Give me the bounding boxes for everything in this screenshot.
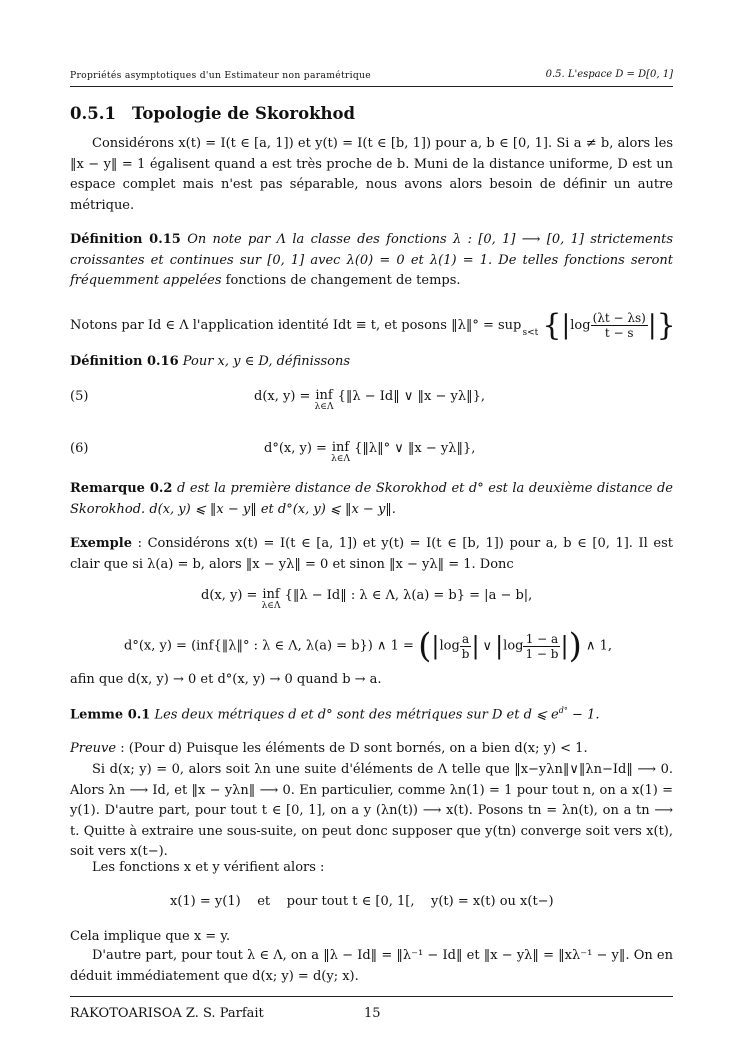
equation-number-5: (5)	[70, 389, 89, 404]
definition-text: On note par Λ la classe des fonctions λ : [0, 1] ⟶ [0, 1] strictements croissantes et continues sur [0, 1] avec λ(0) = 0 et λ(1) = 1. De telles fonctions seront fréquemment appelées	[70, 232, 673, 289]
footer-author: RAKOTOARISOA Z. S. Parfait	[70, 1006, 264, 1021]
eq-tail: ∧ 1,	[585, 638, 613, 654]
cela-line: Cela implique que x = y.	[70, 929, 231, 944]
footer-rule	[70, 996, 673, 997]
equation-d-example	[201, 588, 532, 611]
definition-text: Pour x, y ∈ D, définissons	[182, 354, 351, 369]
example-label: Exemple	[70, 536, 132, 551]
fraction-a-b: $\frac{a}{b}$	[461, 631, 470, 661]
definition-label: Définition 0.15	[70, 232, 181, 247]
eq-lhs: d(x, y) =	[201, 588, 258, 603]
notons-text: Notons par Id ∈ Λ l'application identité Idt ≡ t, et posons ‖λ‖° = sup	[70, 318, 522, 333]
definition-0-15	[70, 230, 673, 292]
log-label: log	[439, 638, 460, 654]
paren-right: )	[568, 626, 582, 666]
abs-bar: |	[471, 632, 480, 660]
example-text: : Considérons x(t) = I(t ∈ [a, 1]) et y(t) = I(t ∈ [b, 1]) pour a, b ∈ [0, 1]. Il est clair que si λ(a) = b, alors ‖x − yλ‖ = 0 et sinon ‖x − yλ‖ = 1. Donc	[70, 536, 673, 572]
proof-functions-line: Les fonctions x et y vérifient alors :	[92, 860, 325, 875]
eq-operator: inf λ∈Λ	[314, 388, 334, 412]
equation-x-y: x(1) = y(1) et pour tout t ∈ [0, 1[, y(t) = x(t) ou x(t−)	[170, 894, 554, 909]
log-label: log	[570, 318, 591, 333]
abs-bar: |	[560, 632, 569, 660]
remarque-0-2	[70, 479, 673, 520]
proof-paragraph-2: Si d(x; y) = 0, alors soit λn une suite d'éléments de Λ telle que ‖x−yλn‖∨‖λn−Id‖ ⟶ 0. Alors λn ⟶ Id, et ‖x − yλn‖ ⟶ 0. En particulier, comme λn(1) = 1 pour tout n, on a x(1) = y(1). D'autre part, pour tout t ∈ [0, 1], on a y (λn(t)) ⟶ x(t). Posons tn = λn(t), on a tn ⟶ t. Quitte à extraire une sous-suite, on peut donc supposer que y(tn) converge soit vers x(t), soit vers x(t−).	[70, 762, 673, 860]
proof-label: Preuve	[70, 741, 117, 756]
sup-fraction: $\frac{(\lambda t - \lambda s)}{t - s}$	[592, 311, 646, 340]
eq-rhs: {‖λ‖° ∨ ‖x − yλ‖},	[354, 441, 476, 456]
brace-left: {	[542, 308, 562, 343]
equation-5	[254, 389, 485, 412]
sup-subscript: s<t	[522, 327, 539, 338]
proof-line-1: : (Pour d) Puisque les éléments de D sont bornés, on a bien d(x; y) < 1.	[120, 741, 588, 756]
definition-label: Définition 0.16	[70, 354, 179, 369]
abs-bar: |	[431, 632, 440, 660]
section-number: 0.5.1	[70, 104, 116, 123]
running-header-title: Propriétés asymptotiques d'un Estimateur non paramétrique	[70, 70, 372, 81]
eq-operator: inf λ∈Λ	[331, 440, 350, 464]
afin-line: afin que d(x, y) → 0 et d°(x, y) → 0 quand b → a.	[70, 672, 382, 687]
lemma-tail: − 1.	[567, 707, 600, 723]
definition-0-16	[70, 354, 673, 369]
header-rule	[70, 86, 673, 87]
definition-term: fonctions de changement de temps.	[225, 273, 461, 289]
lemme-0-1	[70, 706, 673, 722]
lemma-exponent: d°	[558, 706, 568, 715]
remark-label: Remarque 0.2	[70, 481, 173, 496]
eq-operator: inf λ∈Λ	[261, 587, 281, 611]
eq-rhs: {‖λ − Id‖ : λ ∈ Λ, λ(a) = b} = |a − b|,	[284, 588, 533, 603]
notons-line	[70, 308, 676, 343]
abs-bar-right: |	[647, 310, 657, 341]
paren-left: (	[418, 626, 432, 666]
fraction-1a-1b: $\frac{1 - a}{1 - b}$	[525, 631, 559, 661]
equation-d0-example	[124, 626, 612, 666]
lemma-label: Lemme 0.1	[70, 707, 151, 723]
remark-line-2: de Skorokhod. d(x, y) ⩽ ‖x − y‖ et d°(x, y) ⩽ ‖x − y‖.	[70, 481, 673, 517]
eq-lhs: d(x, y) =	[254, 389, 311, 404]
section-title: Topologie de Skorokhod	[132, 104, 356, 123]
abs-bar: |	[495, 632, 504, 660]
eq-lhs: d°(x, y) = (inf{‖λ‖° : λ ∈ Λ, λ(a) = b}) ∧ 1 =	[124, 638, 414, 654]
equation-number-6: (6)	[70, 441, 89, 456]
intro-paragraph: Considérons x(t) = I(t ∈ [a, 1]) et y(t) = I(t ∈ [b, 1]) pour a, b ∈ [0, 1]. Si a ≠ b, alors les ‖x − y‖ = 1 égalisent quand a est très proche de b. Muni de la distance uniforme, D est un espace complet mais n'est pas séparable, nous avons alors besoin de définir un autre métrique.	[70, 136, 673, 213]
lemma-text: Les deux métriques d et d° sont des métriques sur D et d ⩽ e	[154, 707, 559, 723]
brace-right: }	[656, 308, 676, 343]
eq-lhs: d°(x, y) =	[264, 441, 327, 456]
running-header-section: 0.5. L'espace D = D[0, 1]	[545, 69, 673, 80]
equation-6	[264, 441, 475, 464]
page-number: 15	[364, 1006, 381, 1021]
exemple-paragraph	[70, 534, 673, 575]
eq-rhs: {‖λ − Id‖ ∨ ‖x − yλ‖},	[337, 389, 485, 404]
preuve-line	[70, 741, 673, 756]
section-heading	[70, 104, 355, 123]
abs-bar-left: |	[561, 310, 571, 341]
vee-operator: ∨	[482, 638, 493, 654]
remark-line-1: d est la première distance de Skorokhod et d° est la deuxième distance	[177, 481, 653, 496]
proof-last-paragraph: D'autre part, pour tout λ ∈ Λ, on a ‖λ − Id‖ = ‖λ⁻¹ − Id‖ et ‖x − yλ‖ = ‖xλ⁻¹ − y‖. On en déduit immédiatement que d(x; y) = d(y; x).	[70, 948, 673, 984]
log-label: log	[503, 638, 524, 654]
